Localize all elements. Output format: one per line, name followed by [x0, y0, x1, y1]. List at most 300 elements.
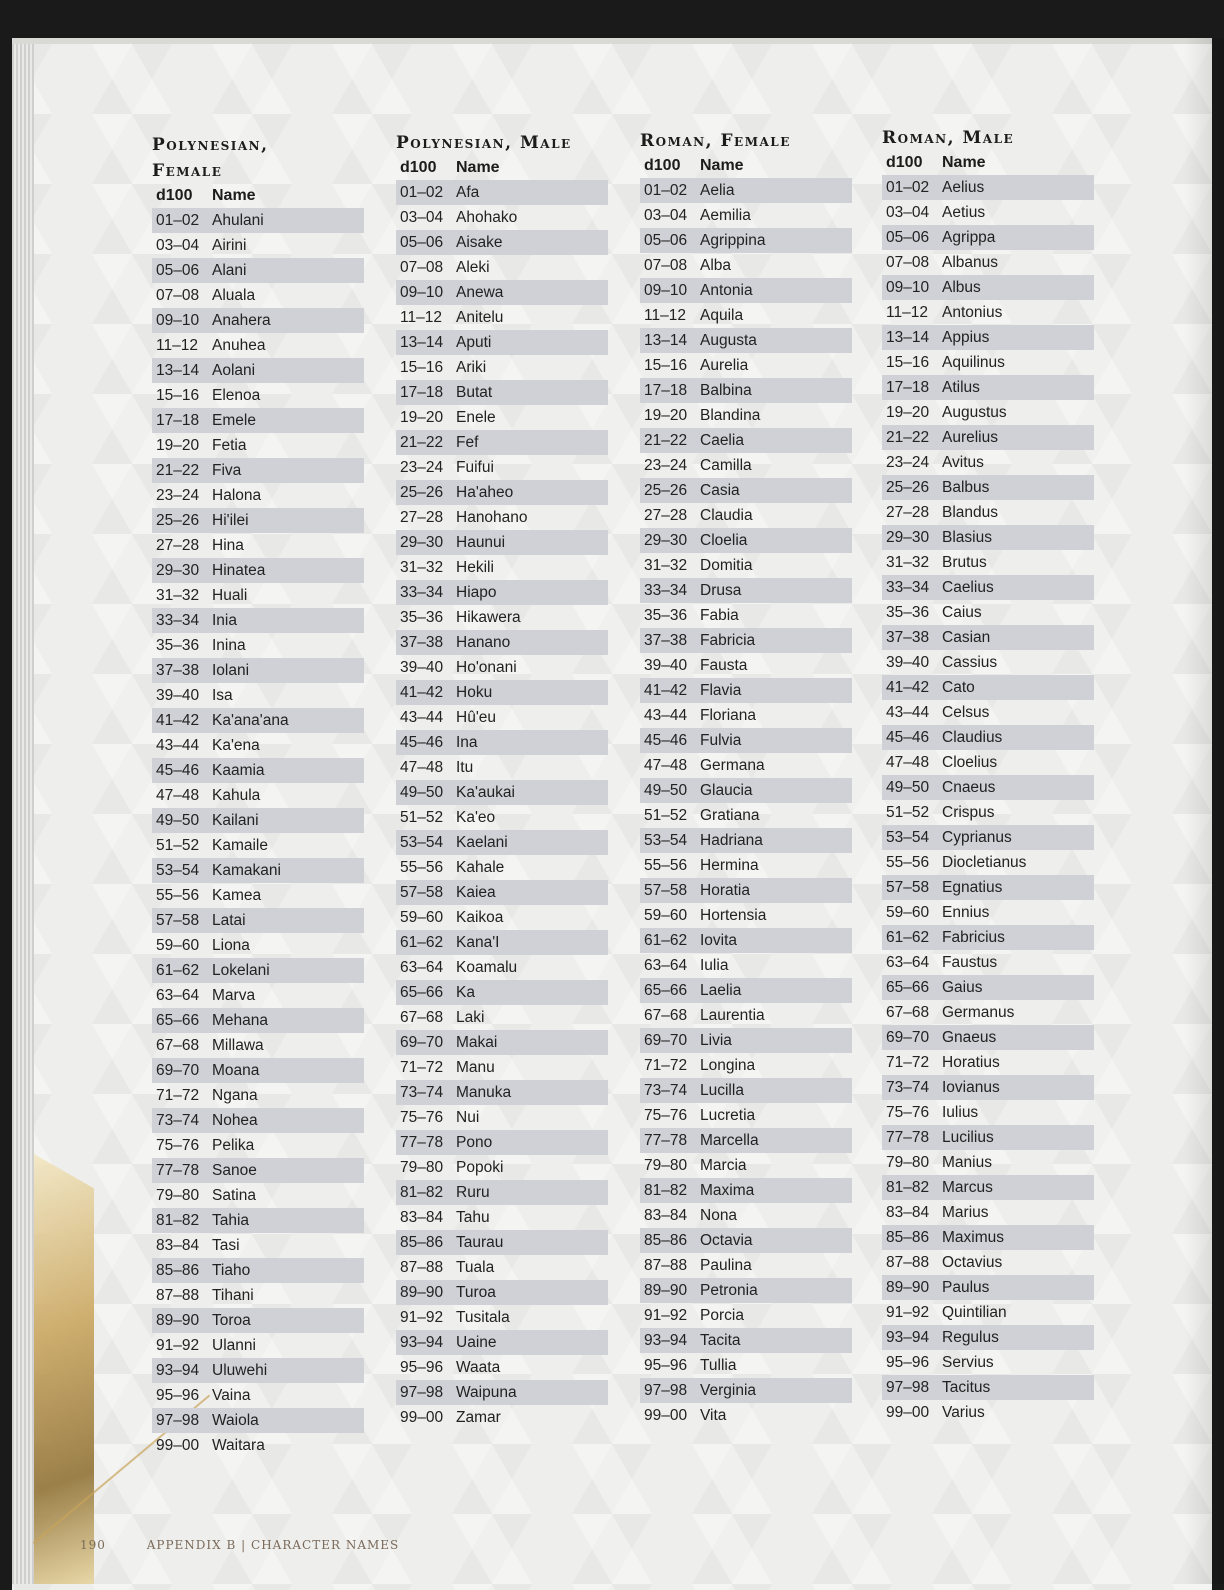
character-name: Aelius: [942, 178, 985, 196]
roll-range: 47–48: [644, 756, 688, 774]
character-name: Ka'ana'ana: [212, 711, 289, 729]
character-name: Taurau: [456, 1233, 504, 1251]
table-row: [396, 1130, 608, 1155]
roll-range: 43–44: [886, 703, 930, 721]
roll-range: 55–56: [156, 886, 200, 904]
roll-range: 33–34: [156, 611, 200, 629]
table-row: [882, 975, 1094, 1000]
roll-range: 53–54: [886, 828, 930, 846]
roll-range: 23–24: [886, 453, 930, 471]
table-row: [882, 850, 1094, 875]
table-row: [396, 930, 608, 955]
roll-range: 65–66: [886, 978, 930, 996]
roll-range: 61–62: [156, 961, 200, 979]
table-row: [152, 583, 364, 608]
roll-range: 65–66: [400, 983, 444, 1001]
table-row: [396, 1005, 608, 1030]
roll-range: 17–18: [886, 378, 930, 396]
character-name: Ka'eo: [456, 808, 496, 826]
character-name: Claudia: [700, 506, 753, 524]
table-row: [882, 675, 1094, 700]
roll-range: 87–88: [400, 1258, 444, 1276]
table-row: [882, 1050, 1094, 1075]
table-row: [640, 703, 852, 728]
table-row: [152, 958, 364, 983]
roll-range: 79–80: [886, 1153, 930, 1171]
character-name: Butat: [456, 383, 493, 401]
roll-range: 09–10: [156, 311, 200, 329]
roll-range: 13–14: [156, 361, 200, 379]
table-header: [396, 156, 608, 180]
table-body: [640, 178, 852, 1428]
table-row: [396, 1055, 608, 1080]
character-name: Cato: [942, 678, 975, 696]
table-row: [152, 283, 364, 308]
col-header-name: Name: [942, 154, 986, 171]
roll-range: 45–46: [886, 728, 930, 746]
table-row: [396, 830, 608, 855]
character-name: Elenoa: [212, 386, 261, 404]
roll-range: 73–74: [886, 1078, 930, 1096]
table-row: [640, 1228, 852, 1253]
table-row: [640, 1028, 852, 1053]
character-name: Tullia: [700, 1356, 737, 1374]
roll-range: 69–70: [644, 1031, 688, 1049]
character-name: Kaikoa: [456, 908, 504, 926]
table-row: [640, 1378, 852, 1403]
roll-range: 67–68: [400, 1008, 444, 1026]
roll-range: 71–72: [156, 1086, 200, 1104]
character-name: Marcia: [700, 1156, 747, 1174]
table-row: [396, 705, 608, 730]
table-row: [396, 630, 608, 655]
table-row: [396, 1405, 608, 1430]
table-title: Polynesian, Female: [152, 135, 269, 181]
character-name: Aurelius: [942, 428, 998, 446]
col-header-roll: d100: [644, 157, 681, 174]
roll-range: 01–02: [886, 178, 930, 196]
table-row: [640, 628, 852, 653]
character-name: Hû'eu: [456, 708, 497, 726]
character-name: Maximus: [942, 1228, 1005, 1246]
col-header-name: Name: [212, 187, 256, 204]
character-name: Iolani: [212, 661, 250, 679]
table-row: [882, 1200, 1094, 1225]
character-name: Laki: [456, 1008, 485, 1026]
table-row: [640, 328, 852, 353]
character-name: Cyprianus: [942, 828, 1012, 846]
table-row: [640, 203, 852, 228]
roll-range: 15–16: [886, 353, 930, 371]
character-name: Germanus: [942, 1003, 1015, 1021]
character-name: Fulvia: [700, 731, 742, 749]
roll-range: 35–36: [886, 603, 930, 621]
roll-range: 39–40: [400, 658, 444, 676]
roll-range: 25–26: [156, 511, 200, 529]
character-name: Nui: [456, 1108, 480, 1126]
character-name: Petronia: [700, 1281, 758, 1299]
roll-range: 95–96: [156, 1386, 200, 1404]
character-name: Ulanni: [212, 1336, 256, 1354]
table-row: [882, 325, 1094, 350]
table-row: [640, 1303, 852, 1328]
footer-running-title: APPENDIX B | CHARACTER NAMES: [146, 1538, 400, 1552]
character-name: Blasius: [942, 528, 992, 546]
character-name: Germana: [700, 756, 765, 774]
table-row: [396, 1030, 608, 1055]
roll-range: 15–16: [400, 358, 444, 376]
character-name: Enele: [456, 408, 496, 426]
roll-range: 81–82: [886, 1178, 930, 1196]
table-row: [152, 1158, 364, 1183]
character-name: Tusitala: [456, 1308, 510, 1326]
roll-range: 11–12: [400, 308, 442, 326]
roll-range: 13–14: [400, 333, 444, 351]
roll-range: 21–22: [400, 433, 444, 451]
character-name: Balbina: [700, 381, 752, 399]
character-name: Hina: [212, 536, 244, 554]
table-row: [882, 900, 1094, 925]
table-row: [152, 933, 364, 958]
character-name: Latai: [212, 911, 246, 929]
character-name: Faustus: [942, 953, 998, 971]
roll-range: 89–90: [644, 1281, 688, 1299]
character-name: Ha'aheo: [456, 483, 514, 501]
table-row: [152, 683, 364, 708]
roll-range: 39–40: [644, 656, 688, 674]
character-name: Sanoe: [212, 1161, 257, 1179]
character-name: Kana'I: [456, 933, 500, 951]
character-name: Verginia: [700, 1381, 757, 1399]
table-row: [640, 1003, 852, 1028]
character-name: Kahula: [212, 786, 261, 804]
character-name: Caelia: [700, 431, 744, 449]
table-row: [640, 428, 852, 453]
character-name: Floriana: [700, 706, 756, 724]
character-name: Casia: [700, 481, 740, 499]
table-row: [152, 1408, 364, 1433]
table-row: [882, 1325, 1094, 1350]
character-name: Millawa: [212, 1036, 264, 1054]
table-row: [152, 458, 364, 483]
table-row: [882, 200, 1094, 225]
roll-range: 23–24: [400, 458, 444, 476]
table-row: [640, 178, 852, 203]
table-row: [882, 1275, 1094, 1300]
character-name: Toroa: [212, 1311, 251, 1329]
table-row: [882, 925, 1094, 950]
table-row: [152, 1308, 364, 1333]
roll-range: 55–56: [644, 856, 688, 874]
character-name: Vita: [700, 1406, 727, 1424]
table-row: [152, 508, 364, 533]
table-row: [640, 603, 852, 628]
character-name: Hoku: [456, 683, 493, 701]
table-body: [396, 180, 608, 1430]
table-header: [882, 151, 1094, 175]
table-row: [396, 805, 608, 830]
roll-range: 53–54: [644, 831, 688, 849]
table-row: [882, 550, 1094, 575]
gold-border-ornament: [34, 1154, 94, 1584]
table-title: Polynesian, Male: [396, 133, 572, 153]
roll-range: 61–62: [644, 931, 688, 949]
roll-range: 25–26: [400, 483, 444, 501]
table-row: [396, 780, 608, 805]
table-row: [396, 980, 608, 1005]
character-name: Agrippa: [942, 228, 996, 246]
page-gutter-shadow: [1184, 38, 1224, 1584]
character-name: Tiaho: [212, 1261, 251, 1279]
character-name: Lucretia: [700, 1106, 756, 1124]
character-name: Iulia: [700, 956, 729, 974]
roll-range: 79–80: [156, 1186, 200, 1204]
roll-range: 59–60: [400, 908, 444, 926]
roll-range: 91–92: [400, 1308, 444, 1326]
table-row: [882, 1000, 1094, 1025]
table-row: [152, 408, 364, 433]
roll-range: 75–76: [886, 1103, 930, 1121]
roll-range: 71–72: [886, 1053, 930, 1071]
character-name: Claudius: [942, 728, 1003, 746]
character-name: Diocletianus: [942, 853, 1027, 871]
table-row: [640, 1053, 852, 1078]
roll-range: 21–22: [886, 428, 930, 446]
character-name: Afa: [456, 183, 480, 201]
roll-range: 05–06: [400, 233, 444, 251]
table-row: [396, 330, 608, 355]
roll-range: 47–48: [156, 786, 200, 804]
character-name: Octavia: [700, 1231, 753, 1249]
roll-range: 73–74: [156, 1111, 200, 1129]
roll-range: 53–54: [156, 861, 200, 879]
character-name: Horatia: [700, 881, 750, 899]
roll-range: 51–52: [156, 836, 200, 854]
roll-range: 27–28: [644, 506, 688, 524]
character-name: Hi'ilei: [212, 511, 249, 529]
table-row: [640, 528, 852, 553]
character-name: Liona: [212, 936, 250, 954]
roll-range: 93–94: [156, 1361, 200, 1379]
character-name: Porcia: [700, 1306, 744, 1324]
table-row: [396, 480, 608, 505]
roll-range: 47–48: [886, 753, 930, 771]
roll-range: 07–08: [644, 256, 688, 274]
character-name: Laurentia: [700, 1006, 765, 1024]
roll-range: 13–14: [644, 331, 688, 349]
roll-range: 49–50: [156, 811, 200, 829]
table-row: [640, 1178, 852, 1203]
roll-range: 91–92: [156, 1336, 200, 1354]
character-name: Iulius: [942, 1103, 979, 1121]
roll-range: 49–50: [886, 778, 930, 796]
roll-range: 05–06: [156, 261, 200, 279]
roll-range: 23–24: [644, 456, 688, 474]
roll-range: 97–98: [644, 1381, 688, 1399]
character-name: Marius: [942, 1203, 989, 1221]
character-name: Fabricia: [700, 631, 756, 649]
character-name: Aleki: [456, 258, 490, 276]
roll-range: 09–10: [886, 278, 930, 296]
character-name: Laelia: [700, 981, 742, 999]
col-header-name: Name: [700, 157, 744, 174]
table-row: [396, 880, 608, 905]
table-row: [152, 1108, 364, 1133]
table-row: [640, 403, 852, 428]
roll-range: 43–44: [644, 706, 688, 724]
character-name: Paulus: [942, 1278, 990, 1296]
roll-range: 41–42: [156, 711, 200, 729]
roll-range: 07–08: [400, 258, 444, 276]
roll-range: 29–30: [886, 528, 930, 546]
character-name: Alba: [700, 256, 732, 274]
character-name: Itu: [456, 758, 474, 776]
roll-range: 77–78: [400, 1133, 444, 1151]
character-name: Manu: [456, 1058, 495, 1076]
table-row: [640, 878, 852, 903]
table-row: [882, 625, 1094, 650]
table-row: [152, 1183, 364, 1208]
roll-range: 63–64: [156, 986, 200, 1004]
character-name: Ruru: [456, 1183, 490, 1201]
character-name: Atilus: [942, 378, 980, 396]
roll-range: 55–56: [886, 853, 930, 871]
roll-range: 57–58: [156, 911, 200, 929]
character-name: Blandus: [942, 503, 999, 521]
roll-range: 03–04: [886, 203, 930, 221]
character-name: Flavia: [700, 681, 742, 699]
character-name: Fetia: [212, 436, 247, 454]
roll-range: 71–72: [644, 1056, 688, 1074]
table-roman-male: [882, 125, 1094, 1425]
roll-range: 85–86: [156, 1261, 200, 1279]
character-name: Ahulani: [212, 211, 264, 229]
character-name: Maxima: [700, 1181, 755, 1199]
character-name: Kamakani: [212, 861, 281, 879]
character-name: Aisake: [456, 233, 503, 251]
table-row: [640, 303, 852, 328]
character-name: Drusa: [700, 581, 742, 599]
roll-range: 91–92: [644, 1306, 688, 1324]
table-row: [640, 1253, 852, 1278]
roll-range: 31–32: [156, 586, 200, 604]
roll-range: 57–58: [644, 881, 688, 899]
character-name: Cnaeus: [942, 778, 996, 796]
character-name: Aemilia: [700, 206, 751, 224]
table-roman-female: [640, 128, 852, 1428]
character-name: Popoki: [456, 1158, 504, 1176]
character-name: Anahera: [212, 311, 271, 329]
roll-range: 47–48: [400, 758, 444, 776]
character-name: Moana: [212, 1061, 260, 1079]
table-row: [396, 1205, 608, 1230]
character-name: Lucilla: [700, 1081, 744, 1099]
roll-range: 73–74: [644, 1081, 688, 1099]
roll-range: 53–54: [400, 833, 444, 851]
roll-range: 75–76: [156, 1136, 200, 1154]
table-row: [396, 430, 608, 455]
roll-range: 85–86: [400, 1233, 444, 1251]
character-name: Pono: [456, 1133, 493, 1151]
roll-range: 97–98: [400, 1383, 444, 1401]
table-row: [640, 853, 852, 878]
table-row: [882, 1175, 1094, 1200]
roll-range: 67–68: [886, 1003, 930, 1021]
table-row: [882, 525, 1094, 550]
character-name: Marcella: [700, 1131, 759, 1149]
character-name: Domitia: [700, 556, 753, 574]
table-row: [640, 578, 852, 603]
character-name: Inia: [212, 611, 237, 629]
table-row: [396, 280, 608, 305]
roll-range: 65–66: [156, 1011, 200, 1029]
roll-range: 79–80: [400, 1158, 444, 1176]
character-name: Halona: [212, 486, 262, 504]
table-row: [396, 405, 608, 430]
roll-range: 81–82: [156, 1211, 200, 1229]
character-name: Aquilinus: [942, 353, 1005, 371]
table-row: [152, 1058, 364, 1083]
roll-range: 69–70: [400, 1033, 444, 1051]
roll-range: 75–76: [644, 1106, 688, 1124]
character-name: Blandina: [700, 406, 761, 424]
table-row: [640, 378, 852, 403]
roll-range: 35–36: [400, 608, 444, 626]
roll-range: 87–88: [886, 1253, 930, 1271]
roll-range: 55–56: [400, 858, 444, 876]
table-row: [882, 175, 1094, 200]
roll-range: 37–38: [156, 661, 200, 679]
character-name: Albanus: [942, 253, 999, 271]
table-row: [152, 808, 364, 833]
roll-range: 71–72: [400, 1058, 444, 1076]
character-name: Kaelani: [456, 833, 508, 851]
roll-range: 99–00: [886, 1403, 930, 1421]
table-row: [882, 475, 1094, 500]
table-polynesian-male: [396, 130, 608, 1430]
roll-range: 65–66: [644, 981, 688, 999]
table-row: [152, 383, 364, 408]
table-row: [152, 1258, 364, 1283]
roll-range: 61–62: [886, 928, 930, 946]
roll-range: 89–90: [400, 1283, 444, 1301]
character-name: Pelika: [212, 1136, 255, 1154]
table-row: [640, 653, 852, 678]
table-row: [640, 903, 852, 928]
roll-range: 33–34: [644, 581, 688, 599]
roll-range: 93–94: [644, 1331, 688, 1349]
character-name: Livia: [700, 1031, 732, 1049]
roll-range: 67–68: [156, 1036, 200, 1054]
character-name: Caelius: [942, 578, 994, 596]
roll-range: 83–84: [886, 1203, 930, 1221]
character-name: Uaine: [456, 1333, 497, 1351]
roll-range: 31–32: [644, 556, 688, 574]
table-row: [396, 680, 608, 705]
table-row: [396, 855, 608, 880]
character-name: Ennius: [942, 903, 990, 921]
table-row: [640, 353, 852, 378]
table-row: [396, 230, 608, 255]
character-name: Aetius: [942, 203, 986, 221]
character-name: Nohea: [212, 1111, 258, 1129]
table-row: [640, 1353, 852, 1378]
roll-range: 31–32: [400, 558, 444, 576]
roll-range: 79–80: [644, 1156, 688, 1174]
character-name: Camilla: [700, 456, 752, 474]
roll-range: 95–96: [400, 1358, 444, 1376]
roll-range: 21–22: [156, 461, 200, 479]
